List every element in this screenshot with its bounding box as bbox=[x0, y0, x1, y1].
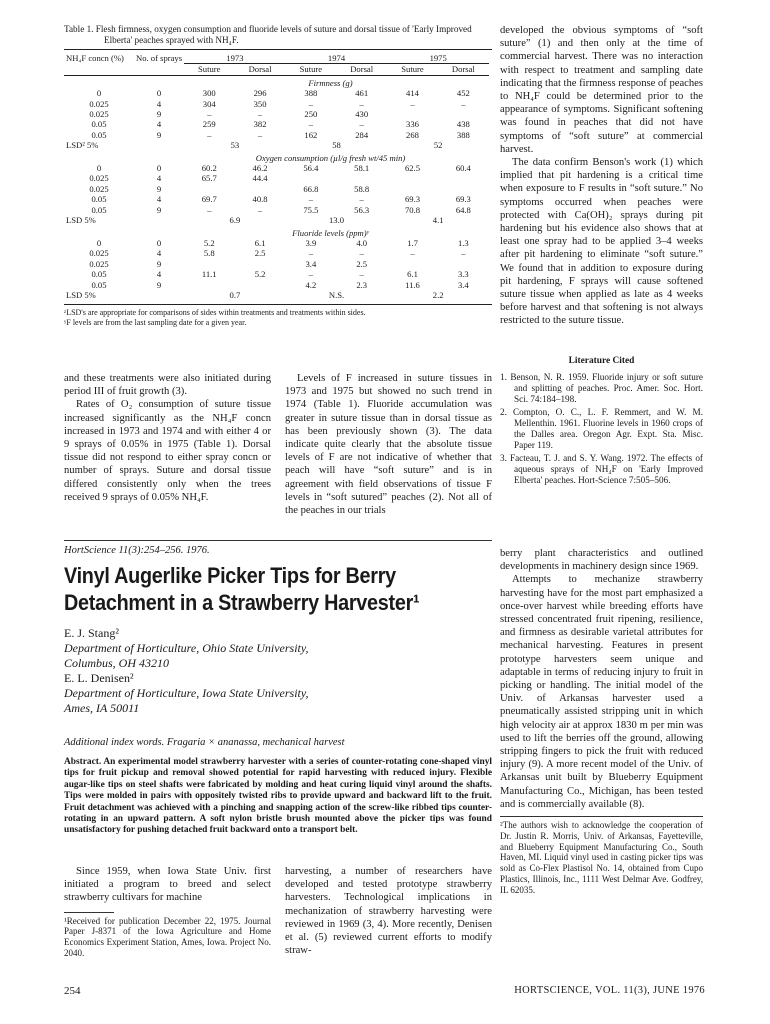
table-cell: 250 bbox=[304, 109, 318, 120]
table-cell: 3.4 bbox=[457, 279, 469, 290]
table-cell: 69.7 bbox=[201, 194, 217, 205]
table-cell: 382 bbox=[253, 119, 267, 130]
table-cell: 388 bbox=[304, 88, 318, 99]
table-cell: 4.2 bbox=[305, 279, 317, 290]
footnote-z: ᶻLSD's are appropriate for comparisons of sides within treatments and treatments within sides. bbox=[64, 308, 366, 318]
lsd-label: LSD 5% bbox=[66, 289, 96, 300]
table-cell: 4 bbox=[156, 248, 162, 259]
table-cell: 9 bbox=[156, 279, 162, 290]
body-col-1 bbox=[64, 865, 271, 959]
table-cell: 414 bbox=[406, 88, 419, 99]
sub-header: Suture bbox=[198, 64, 221, 75]
paragraph: developed the obvious symptoms of “soft suture” (1) and then only at the time of commercial harvest. There was no interaction with respect to treatment and sampling date indicating that the firmness response of peaches to NH₄F could be determined prior to the appearance of symptoms. Significant softening was found in peaches that did not have symptoms of “soft suture” at commercial harvest. bbox=[500, 25, 703, 155]
table-cell bbox=[234, 280, 285, 290]
table-cell: 0 bbox=[156, 163, 162, 174]
table-cell bbox=[387, 184, 437, 194]
paragraph: Rates of O₂ consumption of suture tissue increased significantly as the NH₄F concn increased in 1973 and 1974 and with either 4 or 9 sprays of 0.05% in 1975 (Table 1). Dorsal tissue did not respond to either spray concn or number of sprays. Suture and dorsal tissue differed consistently only when the trees received 9 sprays of 0.05% NH₄F. bbox=[64, 399, 271, 503]
body-col-2 bbox=[285, 865, 492, 957]
paragraph: berry plant characteristics and outlined developments in machinery design since 1969. bbox=[500, 548, 703, 573]
prev-col-1 bbox=[64, 372, 271, 504]
lsd-row bbox=[64, 140, 489, 150]
table-cell bbox=[387, 109, 437, 119]
table-cell: 6.1 bbox=[254, 237, 266, 248]
table-row bbox=[64, 88, 489, 98]
table-cell: 0 bbox=[156, 237, 162, 248]
reference-item: 1. Benson, N. R. 1959. Fluoride injury or soft suture and splitting of peaches. Proc. Amer. Soc. Hort. Sci. 74:184–198. bbox=[500, 371, 703, 404]
table-cell: 56.3 bbox=[354, 204, 370, 215]
table-cell bbox=[234, 184, 285, 194]
table-cell: – bbox=[359, 269, 364, 280]
table-cell bbox=[438, 184, 489, 194]
table-cell: 4.0 bbox=[356, 237, 368, 248]
year-header: 1974 bbox=[286, 50, 388, 64]
table-cell: – bbox=[410, 248, 415, 259]
table-cell: – bbox=[308, 269, 314, 280]
lsd-value: 52 bbox=[433, 140, 443, 151]
table-row bbox=[64, 119, 489, 129]
table-cell: – bbox=[308, 98, 314, 109]
table-cell: 70.8 bbox=[404, 204, 421, 215]
sub-header: Dorsal bbox=[350, 64, 374, 75]
table-cell bbox=[184, 184, 234, 194]
table-cell: 62.5 bbox=[404, 163, 421, 174]
reference-list bbox=[500, 372, 703, 486]
lsd-value: 0.7 bbox=[229, 289, 241, 300]
table-cell: 0 bbox=[156, 88, 162, 99]
lsd-value: 58 bbox=[332, 140, 341, 151]
article-title: Vinyl Augerlike Picker Tips for Berry Detachment in a Strawberry Harvester¹ bbox=[64, 563, 420, 615]
table-cell bbox=[286, 173, 336, 183]
table-cell: 5.2 bbox=[203, 237, 215, 248]
data-table bbox=[64, 50, 489, 300]
page-number: 254 bbox=[64, 985, 81, 997]
table-cell: – bbox=[461, 98, 466, 109]
table-row bbox=[64, 248, 489, 258]
lsd-row bbox=[64, 215, 489, 225]
group-label: Fluoride levels (ppm)ʸ bbox=[292, 227, 369, 238]
footnote-y: ʸF levels are from the last sampling date for a given year. bbox=[64, 318, 247, 328]
table-cell: 9 bbox=[156, 109, 162, 120]
table-cell: 1.3 bbox=[457, 237, 469, 248]
affiliation: Ames, IA 50011 bbox=[64, 701, 140, 715]
table-row bbox=[64, 259, 489, 269]
table-cell: 58.8 bbox=[354, 183, 370, 194]
table-cell: 0.05 bbox=[91, 279, 107, 290]
lsd-value: 4.1 bbox=[432, 215, 444, 226]
table-cell: 430 bbox=[355, 109, 369, 120]
table-cell: 0.025 bbox=[89, 109, 109, 120]
table-cell: 296 bbox=[253, 88, 267, 99]
year-header: 1975 bbox=[387, 50, 489, 64]
table-cell: 9 bbox=[156, 258, 162, 269]
table-cell: 69.3 bbox=[455, 194, 471, 205]
group-label: Firmness (g) bbox=[308, 77, 353, 88]
table-cell: 4 bbox=[156, 119, 162, 130]
table-row bbox=[64, 163, 489, 173]
table-cell bbox=[336, 173, 387, 183]
reference-item: 3. Facteau, T. J. and S. Y. Wang. 1972. The effects of aqueous sprays of NH₄F on 'Early Improved Elberta' peaches. Hort-Science 7:505–506. bbox=[500, 452, 703, 485]
literature-cited-heading: Literature Cited bbox=[568, 355, 635, 366]
group-label: Oxygen consumption (µl/g fresh wt/45 min) bbox=[255, 152, 406, 163]
table-row bbox=[64, 238, 489, 248]
lsd-row bbox=[64, 290, 489, 300]
abstract bbox=[64, 757, 492, 837]
table-cell: 452 bbox=[456, 88, 470, 99]
table-cell: 2.5 bbox=[254, 248, 266, 259]
table-cell: – bbox=[359, 119, 364, 130]
authors-block bbox=[64, 626, 494, 716]
table-cell: 4 bbox=[156, 98, 162, 109]
table-cell: 5.2 bbox=[254, 269, 266, 280]
table-row bbox=[64, 130, 489, 140]
table-cell: – bbox=[207, 109, 212, 120]
sub-header: Suture bbox=[401, 64, 424, 75]
table-cell: 6.1 bbox=[407, 269, 418, 280]
table-row bbox=[64, 205, 489, 215]
body-col-3 bbox=[500, 547, 703, 896]
table-cell: 259 bbox=[202, 119, 216, 130]
table-cell: 0 bbox=[96, 237, 102, 248]
table-cell: 60.4 bbox=[455, 163, 471, 174]
col-header-sprays: No. of sprays bbox=[136, 53, 183, 63]
table-cell: – bbox=[308, 248, 314, 259]
year-header: 1973 bbox=[184, 50, 286, 64]
paragraph: harvesting, a number of researchers have developed and tested prototype strawberry harvesters. Technological implications in mechanization of strawberry harvesting were reviewed in 1969 (3, 4). More recently, Denisen et al. (5) reviewed current efforts to modify straw- bbox=[285, 866, 492, 957]
table-cell bbox=[234, 259, 285, 269]
table-cell: 0.05 bbox=[91, 269, 107, 280]
lsd-label: LSD 5% bbox=[66, 215, 96, 226]
affiliation: Department of Horticulture, Ohio State University, bbox=[64, 641, 309, 655]
table-cell: 44.4 bbox=[252, 173, 268, 184]
author-name: E. L. Denisen² bbox=[64, 671, 134, 685]
table-cell: 0.025 bbox=[89, 173, 109, 184]
table-row bbox=[64, 109, 489, 119]
table-cell: 388 bbox=[456, 129, 470, 140]
table-cell: – bbox=[359, 98, 364, 109]
table-cell: 3.9 bbox=[305, 237, 317, 248]
table-cell: 304 bbox=[202, 98, 216, 109]
table-cell bbox=[184, 259, 234, 269]
table-cell: 4 bbox=[156, 269, 162, 280]
table-cell: – bbox=[308, 194, 314, 205]
table-cell: 40.8 bbox=[252, 194, 268, 205]
table-cell: 9 bbox=[156, 204, 162, 215]
table-cell: 336 bbox=[406, 119, 419, 130]
table-cell: 2.3 bbox=[356, 279, 368, 290]
table-cell: 66.8 bbox=[303, 183, 319, 194]
table-cell: 3.4 bbox=[305, 258, 317, 269]
abstract-text: Abstract. An experimental model strawberry harvester with a series of counter-rotating cone-shaped vinyl tips for fruit pickup and removal showed potential for rapid harvesting with reduced injury. Flexible augar-like tips on steel shafts were fabricated by molding and heat curing liquid vinyl around the shafts. Tips were molded in pairs with oppositely twisted ribs to provide upward and backward lift to the fruit. Fruit detachment was achieved with a pinching and snapping action of the screw-like ribbed tips counter-rotating in an upward pattern. A soft nylon bristle brush mounted above the picker tips was found unsatisfactory for pushing detached fruit backward onto a transport belt. bbox=[64, 757, 492, 836]
table-cell bbox=[387, 173, 437, 183]
table-cell bbox=[438, 173, 489, 183]
table-cell: – bbox=[257, 109, 263, 120]
table-cell: – bbox=[359, 248, 364, 259]
table-cell: 461 bbox=[355, 88, 369, 99]
lsd-value: N.S. bbox=[328, 289, 345, 300]
table-cell: 58.1 bbox=[354, 163, 370, 174]
reference-item: 2. Compton, O. C., L. F. Remmert, and W. M. Mellenthin. 1961. Fluorine levels in 1960 crops of the Dalles area. Oregon Agr. Expt. Sta. Misc. Paper 119. bbox=[500, 406, 703, 450]
table-row bbox=[64, 184, 489, 194]
table-cell: – bbox=[461, 248, 466, 259]
table-row bbox=[64, 280, 489, 290]
table-caption: Table 1. Flesh firmness, oxygen consumption and fluoride levels of suture and dorsal tissue of 'Early Improved Elberta' peaches sprayed with NH₄F. bbox=[64, 24, 472, 45]
lsd-value: 2.2 bbox=[432, 289, 444, 300]
table-cell: 0.05 bbox=[91, 204, 107, 215]
table-cell: 268 bbox=[406, 129, 419, 140]
table-cell: – bbox=[257, 204, 263, 215]
table-cell: 0.025 bbox=[89, 98, 109, 109]
journal-citation: HortScience 11(3):254–256. 1976. bbox=[64, 545, 210, 556]
table-cell: 11.6 bbox=[405, 279, 420, 290]
table-cell: – bbox=[207, 204, 212, 215]
table-cell: – bbox=[410, 98, 415, 109]
table-cell: 9 bbox=[156, 183, 162, 194]
table-cell: 5.8 bbox=[203, 248, 215, 259]
author-name: E. J. Stang² bbox=[64, 626, 119, 640]
table-cell: 0 bbox=[96, 88, 102, 99]
table-cell: 46.2 bbox=[252, 163, 268, 174]
table-cell: 0.025 bbox=[89, 183, 109, 194]
table-cell: 438 bbox=[456, 119, 470, 130]
table-cell: 65.7 bbox=[201, 173, 217, 184]
table-cell: 64.8 bbox=[455, 204, 471, 215]
table-cell: 3.3 bbox=[457, 269, 469, 280]
table-cell: 0.05 bbox=[91, 194, 107, 205]
table-cell: 284 bbox=[355, 129, 369, 140]
affiliation: Columbus, OH 43210 bbox=[64, 656, 170, 670]
table-cell: 56.4 bbox=[303, 163, 319, 174]
table-cell: 1.7 bbox=[407, 237, 418, 248]
table-cell: – bbox=[308, 119, 314, 130]
table-row bbox=[64, 99, 489, 109]
table-cell: 2.5 bbox=[356, 258, 368, 269]
table-cell bbox=[184, 280, 234, 290]
table-cell: 9 bbox=[156, 129, 162, 140]
table-cell: 60.2 bbox=[201, 163, 217, 174]
lsd-label: LSD² 5% bbox=[66, 140, 99, 151]
prev-col-2 bbox=[285, 372, 492, 517]
table-cell bbox=[387, 259, 437, 269]
table-cell: 0.05 bbox=[91, 119, 107, 130]
footnote-1: ¹Received for publication December 22, 1975. Journal Paper J-8371 of the Iowa Agriculture and Home Economics Experiment Station, Ames, Iowa. Project No. 2040. bbox=[64, 915, 271, 958]
paragraph: and these treatments were also initiated during period III of fruit growth (3). bbox=[64, 373, 271, 398]
lsd-value: 53 bbox=[230, 140, 240, 151]
sub-header: Dorsal bbox=[248, 64, 272, 75]
affiliation: Department of Horticulture, Iowa State University, bbox=[64, 686, 309, 700]
table-cell: 0.025 bbox=[89, 248, 109, 259]
running-head: HORTSCIENCE, VOL. 11(3), JUNE 1976 bbox=[514, 985, 705, 996]
table-cell: 0.025 bbox=[89, 258, 109, 269]
paragraph: Attempts to mechanize strawberry harvesting have for the most part emphasized a once-over harvest while breeding efforts have stressed concentrated fruit ripening, resilience, and firmness as desirable varietal attributes for mechanical harvesting. Features in present prototype harvesters seem unique and adaptable in terms of reducing injury to fruit in picking or handling. The initial model of the Univ. of Arkansas harvester used a pneumatically assisted stripping unit in which high velocity air at approx 1830 m per min was used to lift the berries off the ground, allowing stripping fingers to pick the fruit with reduced injury (9). A more recent model of the Univ. of Arkansas unit built by Blueberry Equipment Manufacturing Co., Michigan, has been tested and is commercially available (8). bbox=[500, 574, 703, 810]
table-cell bbox=[438, 109, 489, 119]
col-header-concn: NH₄F concn (%) bbox=[66, 53, 124, 63]
table-row bbox=[64, 173, 489, 183]
prev-right-column bbox=[500, 24, 703, 488]
table-cell: 162 bbox=[304, 129, 318, 140]
table-cell: 300 bbox=[202, 88, 216, 99]
table-cell: 69.3 bbox=[404, 194, 421, 205]
paragraph: Levels of F increased in suture tissues in 1973 and 1975 but showed no such trend in 1974 (Table 1). Fluoride accumulation was greater in suture tissue than in dorsal tissue as has been previously shown (3). The data indicate quite clearly that the absolute tissue levels of F are not indicative of whether that peach will have “soft suture” and is in agreement with field observations of tissue F levels in “soft sutured” peaches (2). Not all of the peaches in our trials bbox=[285, 373, 492, 517]
table-cell: – bbox=[359, 194, 364, 205]
sub-header: Dorsal bbox=[451, 64, 475, 75]
table-1 bbox=[64, 24, 492, 328]
footnote-2: ²The authors wish to acknowledge the cooperation of Dr. Justin R. Morris, Univ. of Arkansas, Fayetteville, and Blueberry Equipment Manufacturing Co., South Haven, MI. Liquid vinyl used in casting picker tips was sold as Co-Flex Plastisol No. 14, obtained from Cupo Plastics, Illinois, Inc., 1111 West Delmar Ave. Godfrey, IL 62035. bbox=[500, 820, 703, 895]
lsd-value: 13.0 bbox=[328, 215, 345, 226]
paragraph: Since 1959, when Iowa State Univ. first initiated a program to breed and select strawberry cultivars for machine bbox=[64, 866, 271, 904]
paragraph: The data confirm Benson's work (1) which implied that pit hardening is a critical time when exposure to F results in “soft suture.” No symptoms occurred when peaches were protected with Ca(OH)₂ sprays during pit hardening but his evidence also shows that at least one spray had to be applied 3–4 weeks after pit hardening to eliminate “soft suture.” We found that in addition to exposure during pit hardening, F sprays will cause softened suture tissue when applied as late as 4 weeks before harvest and that softening is not always restricted to the suture tissue. bbox=[500, 157, 703, 327]
table-cell bbox=[438, 259, 489, 269]
sub-header: Suture bbox=[299, 64, 323, 75]
lsd-value: 6.9 bbox=[229, 215, 241, 226]
table-cell: 4 bbox=[156, 173, 162, 184]
table-cell: 11.1 bbox=[201, 269, 217, 280]
table-cell: 0 bbox=[96, 163, 102, 174]
table-cell: 75.5 bbox=[303, 204, 319, 215]
table-cell: 350 bbox=[253, 98, 267, 109]
table-row bbox=[64, 269, 489, 279]
index-words: Additional index words. Fragaria × ananassa, mechanical harvest bbox=[64, 737, 345, 748]
table-cell: 4 bbox=[156, 194, 162, 205]
table-cell: – bbox=[257, 129, 263, 140]
table-cell: – bbox=[207, 129, 212, 140]
table-row bbox=[64, 194, 489, 204]
table-cell: 0.05 bbox=[91, 129, 107, 140]
